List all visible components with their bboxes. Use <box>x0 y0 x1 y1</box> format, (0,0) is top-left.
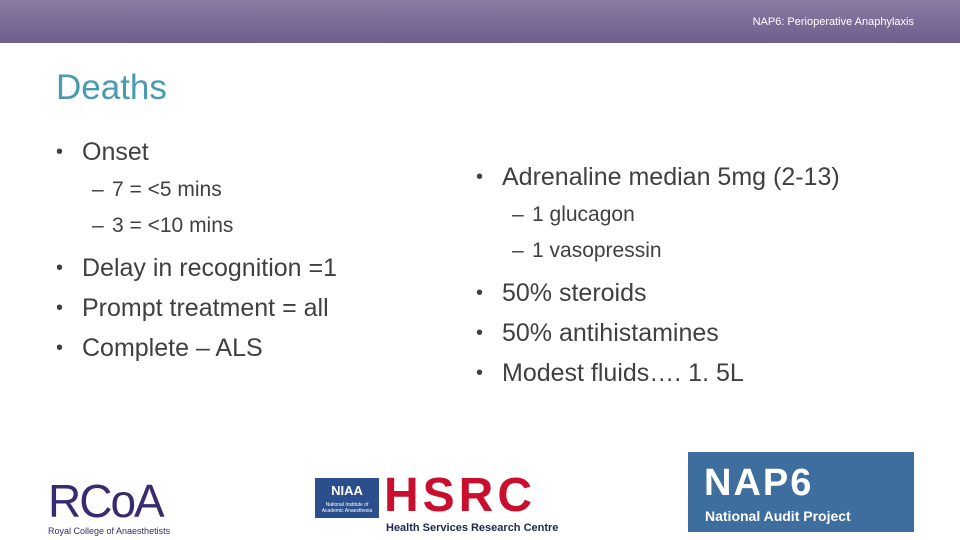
bullet-text: 50% antihistamines <box>502 319 719 347</box>
sub-bullet <box>476 197 936 233</box>
nap6-logo-title: NAP6 <box>704 462 814 504</box>
bullet-item <box>476 273 936 313</box>
left-column <box>56 132 456 368</box>
bullet-text: Onset <box>82 138 149 166</box>
dash-icon: – <box>512 239 524 262</box>
bullet-item <box>56 328 456 368</box>
bullet-dot-icon: • <box>56 257 64 279</box>
bullet-item <box>56 248 456 288</box>
bullet-text: Modest fluids…. 1. 5L <box>502 359 744 387</box>
sub-bullet-text: 3 = <10 mins <box>112 214 234 237</box>
sub-bullet <box>476 233 936 269</box>
bullet-text: Delay in recognition =1 <box>82 254 338 282</box>
bullet-text: 50% steroids <box>502 279 647 307</box>
right-column <box>476 157 936 393</box>
dash-icon: – <box>512 203 524 226</box>
bullet-dot-icon: • <box>56 297 64 319</box>
bullet-item <box>56 288 456 328</box>
bullet-onset <box>56 132 456 172</box>
bullet-text: Prompt treatment = all <box>82 294 329 322</box>
rcoa-logo-subtitle: Royal College of Anaesthetists <box>48 526 171 536</box>
dash-icon: – <box>92 214 104 237</box>
niaa-logo-subtitle: National Institute of Academic Anaesthesia <box>321 502 373 514</box>
bullet-adrenaline <box>476 157 936 197</box>
bullet-dot-icon: • <box>56 141 64 163</box>
sub-bullet-text: 1 glucagon <box>532 203 635 226</box>
sub-bullet <box>56 172 456 208</box>
sub-bullet-text: 7 = <5 mins <box>112 178 222 201</box>
header-bar <box>0 0 960 43</box>
dash-icon: – <box>92 178 104 201</box>
rcoa-logo-mark: RCoA <box>48 475 163 527</box>
rcoa-logo <box>48 475 188 538</box>
hsrc-logo: HSRC <box>384 469 537 522</box>
header-title: NAP6: Perioperative Anaphylaxis <box>752 16 914 28</box>
bullet-text: Adrenaline median 5mg (2-13) <box>502 163 840 191</box>
nap6-logo <box>688 452 914 532</box>
slide-title: Deaths <box>56 68 167 107</box>
bullet-dot-icon: • <box>476 322 484 344</box>
bullet-dot-icon: • <box>56 337 64 359</box>
sub-bullet <box>56 208 456 244</box>
bullet-dot-icon: • <box>476 166 484 188</box>
niaa-logo-title: NIAA <box>331 483 363 498</box>
sub-bullet-text: 1 vasopressin <box>532 239 662 262</box>
bullet-dot-icon: • <box>476 362 484 384</box>
bullet-text: Complete – ALS <box>82 334 263 362</box>
hsrc-logo-subtitle: Health Services Research Centre <box>386 522 559 534</box>
bullet-item <box>476 353 936 393</box>
niaa-logo <box>315 478 379 518</box>
bullet-item <box>476 313 936 353</box>
bullet-dot-icon: • <box>476 282 484 304</box>
nap6-logo-subtitle: National Audit Project <box>705 508 851 524</box>
